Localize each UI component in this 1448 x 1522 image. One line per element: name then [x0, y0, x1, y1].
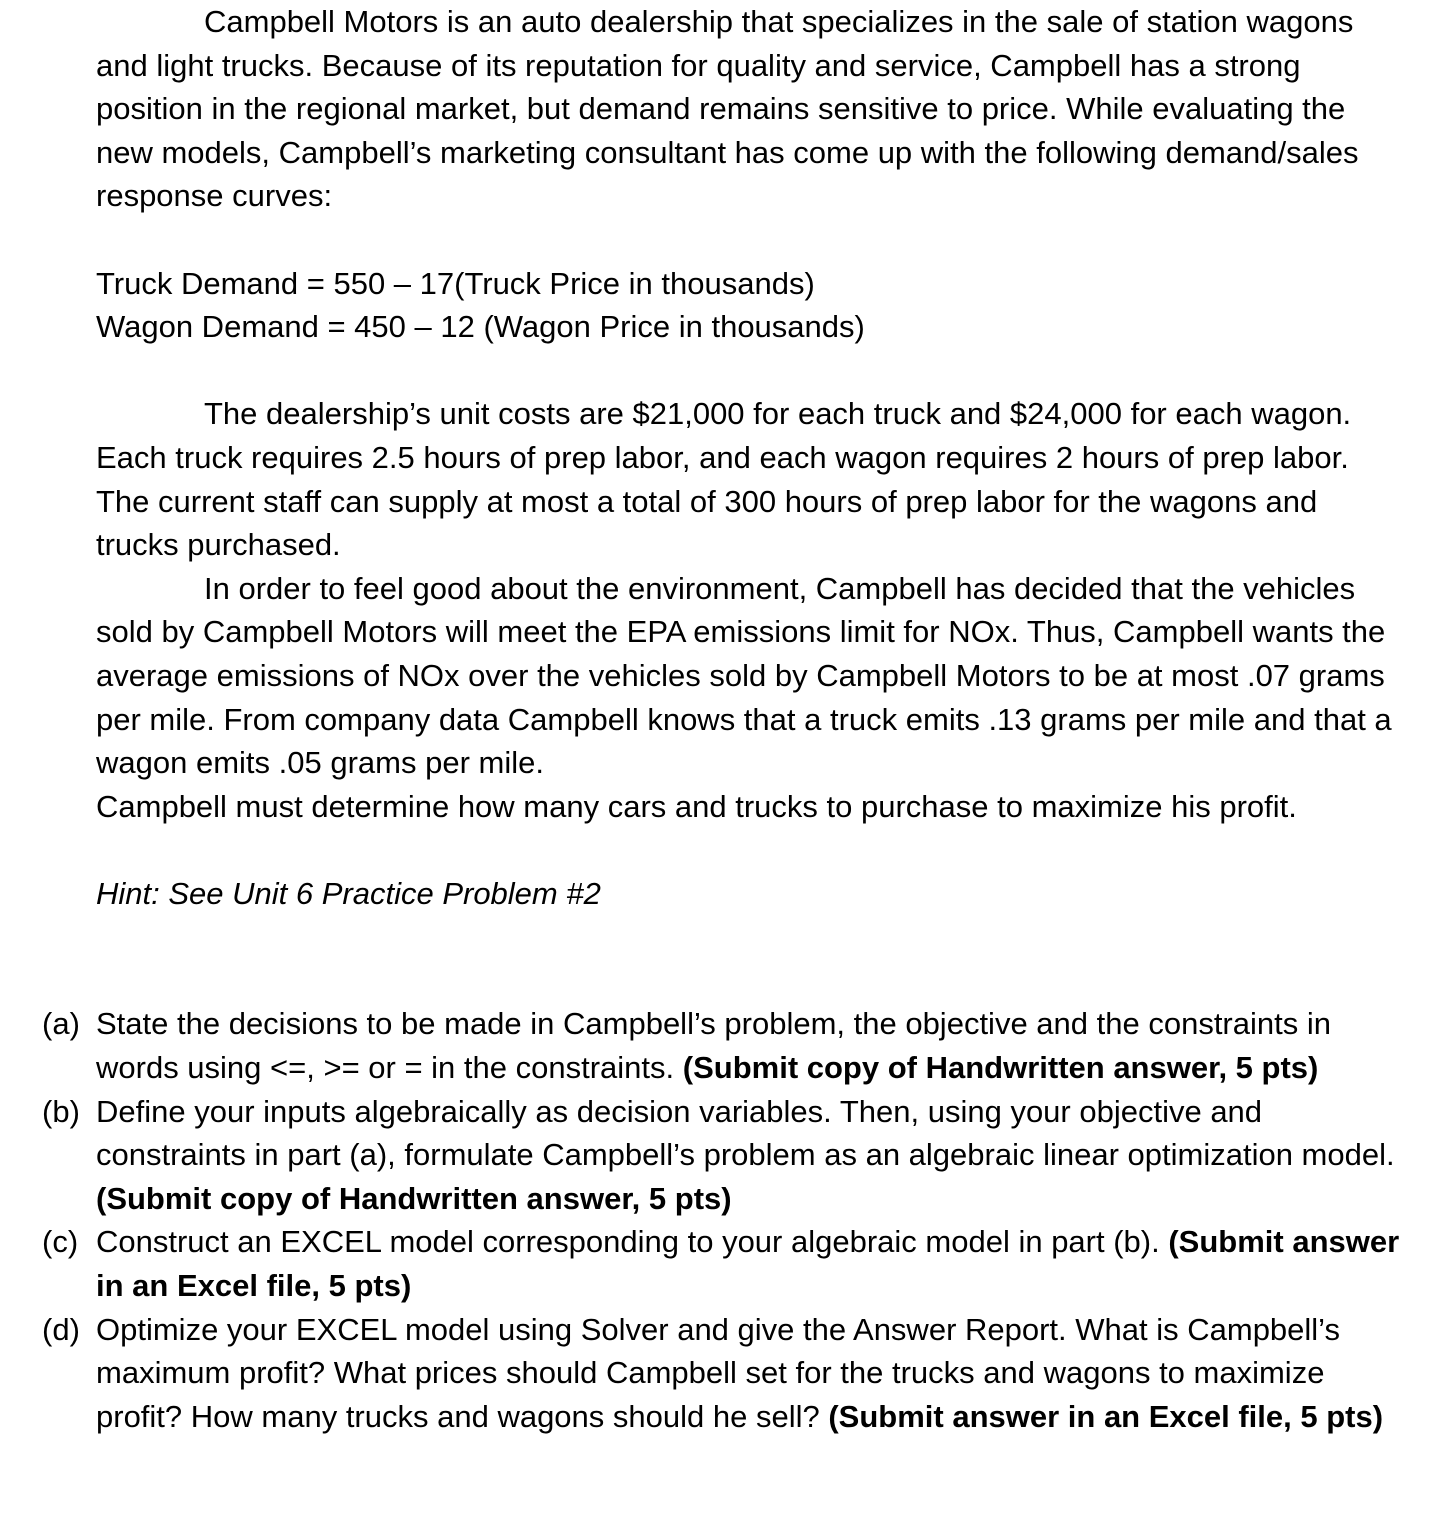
- question-label: (c): [42, 1224, 79, 1260]
- question-text: Define your inputs algebraically as decision variables. Then, using your objective and constraints in part (a), formulate Campbell’s problem as an algebraic linear optimization model.: [96, 1093, 1395, 1173]
- question-text: Optimize your EXCEL model using Solver and give the Answer Report. What is Campbell’s maximum profit? What prices should Campbell set for the trucks and wagons to maximize profit? How many trucks and wagons should he sell?: [96, 1311, 1341, 1434]
- spacer: [96, 915, 1406, 1002]
- hint-text: Hint: See Unit 6 Practice Problem #2: [96, 875, 601, 911]
- intro-paragraph: Campbell Motors is an auto dealership that specializes in the sale of station wagons and light trucks. Because of its reputation for quality and service, Campbell has a strong position in the regional market, but demand remains sensitive to price. While evaluating the new models, Campbell’s marketing consultant has come up with the following demand/sales response curves:: [96, 4, 1359, 214]
- goal-statement: Campbell must determine how many cars and trucks to purchase to maximize his profit.: [96, 788, 1297, 824]
- emissions-paragraph: In order to feel good about the environment, Campbell has decided that the vehicles sold by Campbell Motors will meet the EPA emissions limit for NOx. Thus, Campbell wants the average emissions of NOx over the vehicles sold by Campbell Motors to be at most .07 grams per mile. From company data Campbell knows that a truck emits .13 grams per mile and that a wagon emits .05 grams per mile.: [96, 570, 1392, 781]
- spacer: [96, 218, 1406, 262]
- question-points-note: (Submit answer in an Excel file, 5 pts): [96, 1224, 1400, 1304]
- question-points-note: (Submit answer in an Excel file, 5 pts): [828, 1398, 1384, 1434]
- wagon-demand-equation: Wagon Demand = 450 – 12 (Wagon Price in thousands): [96, 309, 865, 345]
- question-points-note: (Submit copy of Handwritten answer, 5 pts): [96, 1180, 732, 1216]
- costs-paragraph: The dealership’s unit costs are $21,000 for each truck and $24,000 for each wagon. Each truck requires 2.5 hours of prep labor, and each wagon requires 2 hours of prep labor. The current staff can supply at most a total of 300 hours of prep labor for the wagons and trucks purchased.: [96, 396, 1352, 563]
- question-text: Construct an EXCEL model corresponding to your algebraic model in part (b).: [96, 1224, 1160, 1260]
- question-a: [42, 1002, 1406, 1089]
- spacer: [96, 349, 1406, 393]
- question-label: (a): [42, 1006, 80, 1042]
- truck-demand-equation: Truck Demand = 550 – 17(Truck Price in thousands): [96, 265, 815, 301]
- spacer: [96, 828, 1406, 872]
- question-b: [42, 1090, 1406, 1221]
- problem-document: [42, 0, 1406, 1438]
- question-points-note: (Submit copy of Handwritten answer, 5 pts): [682, 1050, 1319, 1086]
- question-text: State the decisions to be made in Campbell’s problem, the objective and the constraints in words using <=, >= or = in the constraints.: [96, 1006, 1331, 1086]
- question-d: [42, 1308, 1406, 1439]
- question-list: [42, 1002, 1406, 1438]
- question-label: (d): [42, 1311, 80, 1347]
- question-label: (b): [42, 1093, 80, 1129]
- question-c: [42, 1220, 1406, 1307]
